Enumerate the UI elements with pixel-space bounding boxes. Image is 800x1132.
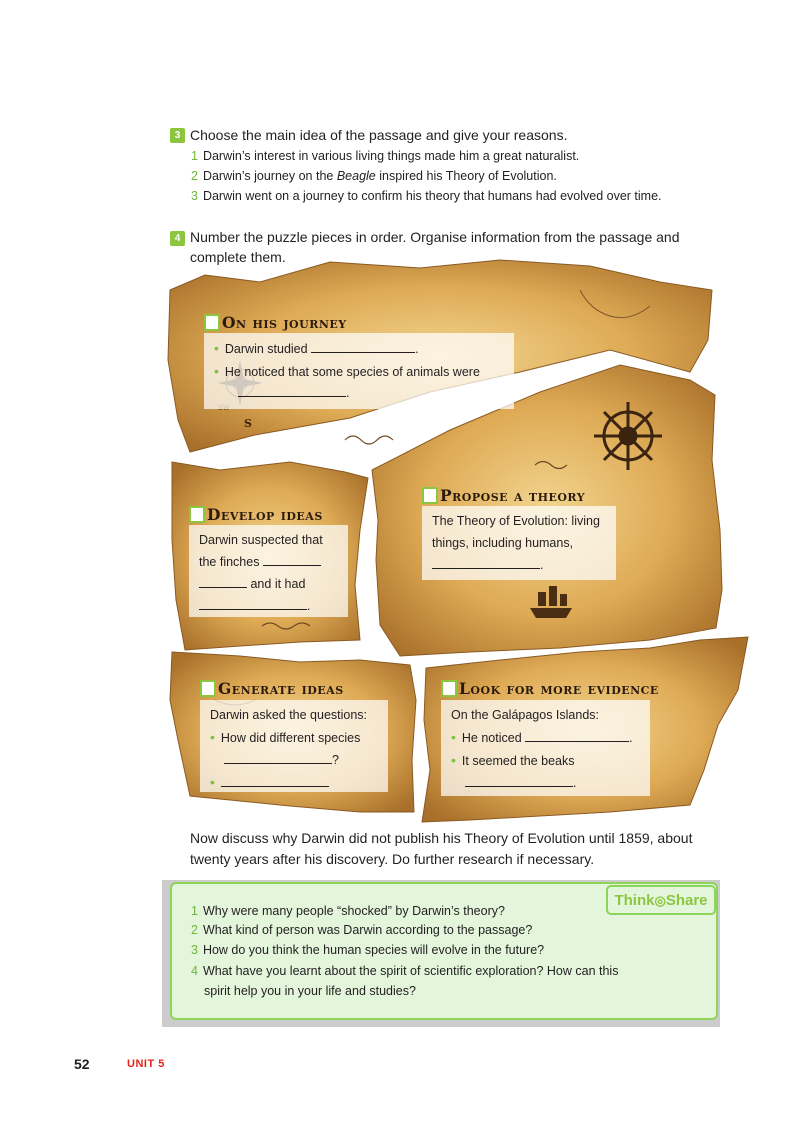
piece-title-develop (189, 505, 323, 524)
compass-s-label: S (244, 417, 252, 430)
evidence-bullet-1 (451, 726, 640, 749)
propose-end: . (540, 558, 544, 572)
propose-title: Propose a theory (440, 486, 586, 505)
journey-blank-1[interactable] (311, 339, 415, 353)
option-text: Darwin’s interest in various living things made him a great naturalist. (202, 149, 580, 163)
generate-bullet-1-end: ? (332, 753, 339, 767)
evidence-content-box (441, 700, 650, 796)
evidence-bullet-1-text: He noticed (461, 731, 522, 745)
option-text-b: inspired his Theory of Evolution. (375, 169, 557, 183)
task-number-4: 4 (170, 231, 185, 246)
generate-bullet-1 (210, 726, 378, 749)
generate-content-box (200, 700, 388, 792)
journey-bullet-2-line (214, 383, 504, 401)
journey-bullet-2-end: . (346, 386, 350, 400)
generate-bullet-1-line (210, 749, 378, 771)
option-text-a: Darwin’s journey on the (202, 169, 337, 183)
task4-instruction-line1: Number the puzzle pieces in order. Organise information from the passage and (190, 229, 680, 245)
piece-title-propose (422, 486, 585, 505)
develop-line-1: Darwin suspected that (199, 533, 323, 547)
task-number-3: 3 (170, 128, 185, 143)
unit-label: UNIT 5 (127, 1058, 165, 1070)
discuss-line-2: twenty years after his discovery. Do further research if necessary. (190, 851, 595, 867)
develop-content-box (189, 525, 348, 617)
number-box-develop[interactable] (189, 506, 205, 523)
develop-title: Develop ideas (207, 505, 323, 524)
piece-title-evidence (441, 679, 659, 698)
propose-content-box (422, 506, 616, 580)
journey-bullet-2-text: He noticed that some species of animals were (224, 365, 480, 379)
develop-line-4 (199, 595, 338, 617)
piece-title-generate (200, 679, 344, 698)
question-text: What have you learnt about the spirit of scientific exploration? How can this (202, 964, 619, 978)
evidence-bullet-2-end: . (573, 776, 577, 790)
question-number: 1 (191, 904, 198, 918)
number-box-propose[interactable] (422, 487, 438, 504)
think-question-1 (191, 903, 505, 920)
propose-line-3 (432, 554, 606, 576)
journey-bullet-1-end: . (415, 342, 419, 356)
think-question-4-cont: spirit help you in your life and studies? (204, 984, 416, 998)
think-question-4 (191, 963, 618, 980)
evidence-blank-1[interactable] (525, 728, 629, 742)
propose-line-2: things, including humans, (432, 536, 574, 550)
think-tag-text: Think (614, 892, 655, 909)
develop-line-2 (199, 551, 338, 573)
task4-instruction-line2: complete them. (190, 249, 286, 265)
generate-bullet-1-text: How did different species (220, 731, 361, 745)
number-box-generate[interactable] (200, 680, 216, 697)
piece-title-journey (204, 313, 347, 332)
evidence-bullet-1-end: . (629, 731, 633, 745)
generate-line-1: Darwin asked the questions: (210, 708, 368, 722)
ship-wheel-icon (594, 402, 662, 470)
journey-blank-2[interactable] (238, 383, 346, 397)
option-text: Darwin went on a journey to confirm his theory that humans had evolved over time. (202, 189, 662, 203)
option-number: 2 (191, 169, 198, 183)
evidence-blank-2[interactable] (465, 773, 573, 787)
propose-blank[interactable] (432, 555, 540, 569)
develop-line-3 (199, 573, 338, 595)
journey-bullet-1 (214, 337, 504, 360)
develop-line-3-text: and it had (250, 577, 306, 591)
develop-blank-3[interactable] (199, 596, 307, 610)
generate-title: Generate ideas (218, 679, 344, 698)
bullet-dot: • (210, 729, 215, 745)
question-text: How do you think the human species will evolve in the future? (202, 943, 545, 957)
develop-end: . (307, 599, 311, 613)
evidence-bullet-2-line (451, 772, 640, 794)
evidence-title: Look for more evidence (459, 679, 659, 698)
number-box-journey[interactable] (204, 314, 220, 331)
question-text: Why were many people “shocked” by Darwin’s theory? (202, 904, 505, 918)
journey-bullet-1-text: Darwin studied (224, 342, 308, 356)
generate-blank-2[interactable] (221, 773, 329, 787)
question-text: What kind of person was Darwin according to the passage? (202, 923, 533, 937)
journey-content-box (204, 333, 514, 409)
generate-bullet-2 (210, 771, 378, 794)
number-box-evidence[interactable] (441, 680, 457, 697)
bullet-dot: • (210, 774, 215, 790)
option-number: 1 (191, 149, 198, 163)
journey-bullet-2 (214, 360, 504, 383)
bullet-dot: • (214, 340, 219, 356)
lightbulb-icon: ◎ (654, 893, 666, 908)
develop-blank-1[interactable] (263, 552, 321, 566)
evidence-bullet-2 (451, 749, 640, 772)
page-number: 52 (74, 1056, 90, 1072)
develop-line-2-text: the finches (199, 555, 260, 569)
option-text-italic: Beagle (336, 169, 376, 183)
option-number: 3 (191, 189, 198, 203)
bullet-dot: • (451, 752, 456, 768)
share-tag-text: Share (665, 892, 708, 909)
question-number: 2 (191, 923, 198, 937)
develop-blank-2[interactable] (199, 574, 247, 588)
bullet-dot: • (451, 729, 456, 745)
generate-blank-1[interactable] (224, 750, 332, 764)
evidence-bullet-2-text: It seemed the beaks (461, 754, 575, 768)
think-question-3 (191, 942, 544, 959)
think-question-2 (191, 922, 532, 939)
propose-line-1: The Theory of Evolution: living (432, 514, 600, 528)
think-share-tag (606, 885, 716, 915)
discuss-line-1: Now discuss why Darwin did not publish his Theory of Evolution until 1859, about (190, 830, 693, 846)
task3-instruction: Choose the main idea of the passage and give your reasons. (190, 127, 568, 143)
journey-title: On his journey (222, 313, 347, 332)
question-number: 4 (191, 964, 198, 978)
question-number: 3 (191, 943, 198, 957)
evidence-line-1: On the Galápagos Islands: (451, 708, 600, 722)
bullet-dot: • (214, 363, 219, 379)
